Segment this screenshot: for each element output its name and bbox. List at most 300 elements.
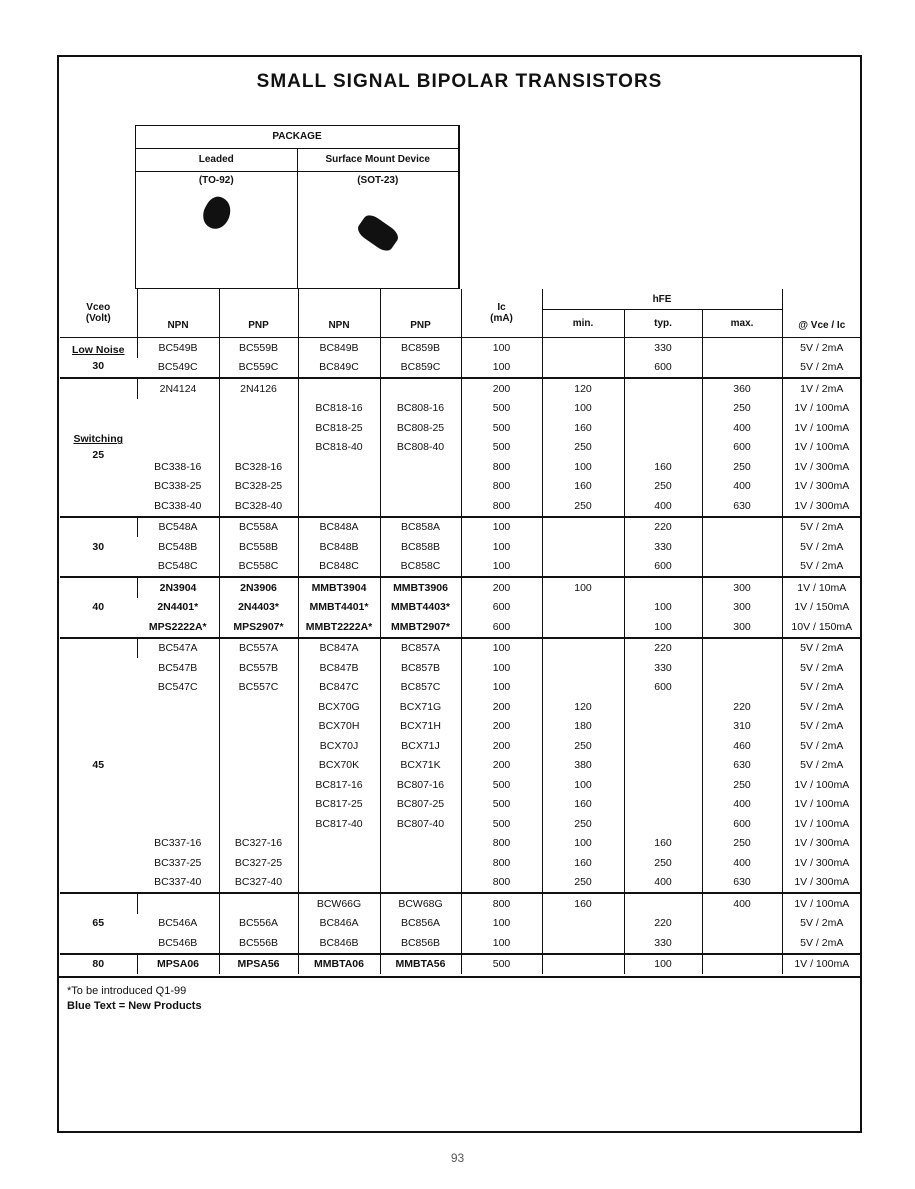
hfe-max-cell: 300 <box>702 598 782 618</box>
ic-cell: 500 <box>461 814 542 834</box>
ic-header: Ic (mA) <box>461 289 542 338</box>
ic-cell: 500 <box>461 438 542 458</box>
npn-leaded-header: NPN <box>137 289 219 338</box>
hfe-max-cell: 400 <box>702 477 782 497</box>
ic-cell: 800 <box>461 477 542 497</box>
ic-cell: 500 <box>461 775 542 795</box>
hfe-max-cell <box>702 954 782 975</box>
hfe-min-cell: 250 <box>542 496 624 517</box>
hfe-typ-cell: 250 <box>624 853 702 873</box>
npn-smd-cell: BC817-40 <box>298 814 380 834</box>
npn-smd-cell: MMBTA06 <box>298 954 380 975</box>
hfe-min-cell: 100 <box>542 775 624 795</box>
hfe-typ-cell: 220 <box>624 517 702 538</box>
footnote: *To be introduced Q1-99 <box>67 985 187 997</box>
hfe-max-cell: 300 <box>702 577 782 598</box>
condition-cell: 1V / 300mA <box>782 873 861 894</box>
condition-cell: 5V / 2mA <box>782 537 861 557</box>
hfe-max-cell <box>702 933 782 954</box>
hfe-typ-cell: 250 <box>624 477 702 497</box>
smd-case: (SOT-23) <box>357 175 399 186</box>
vceo-group-label <box>60 577 137 638</box>
npn-smd-cell: BC847C <box>298 678 380 698</box>
ic-cell: 200 <box>461 697 542 717</box>
ic-cell: 100 <box>461 358 542 379</box>
ic-cell: 100 <box>461 557 542 578</box>
pnp-leaded-cell: BC556A <box>219 914 298 934</box>
ic-cell: 200 <box>461 756 542 776</box>
pnp-leaded-cell: BC559C <box>219 358 298 379</box>
hfe-min-cell <box>542 914 624 934</box>
transistor-table <box>60 289 861 974</box>
npn-leaded-cell: MPSA06 <box>137 954 219 975</box>
npn-leaded-cell <box>137 438 219 458</box>
condition-cell: 5V / 2mA <box>782 678 861 698</box>
pnp-leaded-cell: BC328-25 <box>219 477 298 497</box>
npn-smd-cell: BCX70G <box>298 697 380 717</box>
npn-leaded-cell: BC546A <box>158 917 198 930</box>
table-row <box>60 933 861 954</box>
group-name: Low Noise <box>71 343 125 356</box>
table-row <box>60 338 861 358</box>
page-number: 93 <box>450 1151 465 1165</box>
ic-cell: 100 <box>461 517 542 538</box>
pnp-smd-cell: BC857B <box>380 658 461 678</box>
leaded-case: (TO-92) <box>198 175 234 186</box>
pnp-leaded-cell <box>219 418 298 438</box>
npn-smd-cell <box>298 873 380 894</box>
hfe-typ-cell: 400 <box>624 496 702 517</box>
npn-leaded-cell: MPS2222A* <box>148 620 207 633</box>
npn-leaded-cell <box>137 418 219 438</box>
npn-smd-cell: MMBT3904 <box>298 577 380 598</box>
condition-cell: 1V / 100mA <box>782 814 861 834</box>
ic-cell: 600 <box>461 598 542 618</box>
npn-leaded-cell <box>137 775 219 795</box>
pnp-smd-cell: BC807-25 <box>380 795 461 815</box>
pnp-smd-cell <box>380 457 461 477</box>
pnp-leaded-cell <box>219 438 298 458</box>
ic-cell: 200 <box>461 736 542 756</box>
npn-smd-cell <box>298 834 380 854</box>
hfe-min-cell: 160 <box>542 418 624 438</box>
pnp-smd-cell: BCW68G <box>380 893 461 914</box>
ic-cell: 500 <box>461 954 542 975</box>
npn-smd-cell: BC846A <box>298 914 380 934</box>
npn-leaded-cell: 2N4401* <box>157 601 199 614</box>
hfe-max-cell <box>702 678 782 698</box>
npn-leaded-cell: BC338-16 <box>154 460 202 473</box>
hfe-min-cell: 250 <box>542 438 624 458</box>
hfe-typ-cell <box>624 756 702 776</box>
pnp-smd-cell: BC808-40 <box>380 438 461 458</box>
hfe-min-cell: 160 <box>542 795 624 815</box>
hfe-max-header: max. <box>702 310 782 338</box>
npn-smd-cell <box>298 378 380 399</box>
condition-cell: 1V / 100mA <box>782 893 861 914</box>
condition-cell: 1V / 300mA <box>782 457 861 477</box>
hfe-typ-cell <box>624 399 702 419</box>
hfe-typ-cell <box>624 795 702 815</box>
pnp-leaded-cell: BC557B <box>219 658 298 678</box>
npn-smd-cell: BC848A <box>298 517 380 538</box>
npn-leaded-cell <box>137 756 219 776</box>
npn-smd-cell: BC848C <box>298 557 380 578</box>
hfe-typ-cell: 330 <box>624 658 702 678</box>
hfe-typ-cell: 330 <box>624 537 702 557</box>
hfe-max-cell: 400 <box>702 893 782 914</box>
ic-cell: 100 <box>461 658 542 678</box>
npn-smd-cell: BC818-16 <box>298 399 380 419</box>
group-voltage: 30 <box>92 359 105 372</box>
npn-leaded-cell <box>137 893 219 914</box>
npn-smd-cell <box>298 457 380 477</box>
npn-smd-cell: BC818-25 <box>298 418 380 438</box>
npn-leaded-cell: BC547C <box>157 681 198 694</box>
npn-smd-cell: BC848B <box>298 537 380 557</box>
hfe-typ-cell <box>624 697 702 717</box>
voltage-group <box>60 893 861 954</box>
table-row <box>60 418 861 438</box>
voltage-group <box>60 638 861 894</box>
pnp-leaded-cell <box>219 893 298 914</box>
hfe-typ-cell: 160 <box>624 834 702 854</box>
npn-smd-cell: BC849B <box>298 338 380 358</box>
hfe-min-cell: 250 <box>542 736 624 756</box>
table-row <box>60 954 861 975</box>
vceo-group-label <box>60 638 137 894</box>
hfe-typ-header: typ. <box>624 310 702 338</box>
npn-smd-cell: BC817-25 <box>298 795 380 815</box>
npn-leaded-cell: BC546B <box>158 936 198 949</box>
table-row <box>60 457 861 477</box>
condition-cell: 1V / 300mA <box>782 834 861 854</box>
table-row <box>60 914 861 934</box>
voltage-group <box>60 378 861 517</box>
hfe-max-cell: 300 <box>702 617 782 638</box>
condition-cell: 5V / 2mA <box>782 658 861 678</box>
pnp-leaded-header: PNP <box>219 289 298 338</box>
hfe-min-cell <box>542 557 624 578</box>
pnp-smd-cell: MMBT2907* <box>380 617 461 638</box>
pnp-smd-cell: BCX71K <box>380 756 461 776</box>
pnp-smd-cell: BC857A <box>380 638 461 659</box>
npn-smd-cell: BCX70J <box>298 736 380 756</box>
pnp-smd-cell: BC808-16 <box>380 399 461 419</box>
hfe-min-cell <box>542 617 624 638</box>
condition-cell: 1V / 100mA <box>782 399 861 419</box>
hfe-min-cell: 250 <box>542 814 624 834</box>
npn-smd-cell: BC817-16 <box>298 775 380 795</box>
pnp-smd-cell <box>380 378 461 399</box>
ic-cell: 500 <box>461 795 542 815</box>
pnp-leaded-cell <box>219 399 298 419</box>
pnp-leaded-cell <box>219 814 298 834</box>
npn-leaded-cell <box>137 717 219 737</box>
table-row <box>60 378 861 399</box>
npn-smd-cell: BC846B <box>298 933 380 954</box>
npn-smd-cell: BCW66G <box>298 893 380 914</box>
table-row <box>60 736 861 756</box>
hfe-typ-cell: 330 <box>624 338 702 358</box>
condition-cell: 1V / 300mA <box>782 496 861 517</box>
hfe-max-cell <box>702 638 782 659</box>
condition-cell: 1V / 300mA <box>782 853 861 873</box>
table-row <box>60 496 861 517</box>
pnp-smd-cell: BC857C <box>380 678 461 698</box>
condition-header: @ Vce / Ic <box>782 289 861 338</box>
package-header: PACKAGE <box>136 126 458 149</box>
condition-cell: 1V / 100mA <box>782 438 861 458</box>
table-row <box>60 658 861 678</box>
hfe-min-cell: 120 <box>542 378 624 399</box>
hfe-typ-cell: 220 <box>624 638 702 659</box>
vceo-group-label <box>60 954 137 975</box>
hfe-max-cell <box>702 537 782 557</box>
npn-leaded-cell: 2N4124 <box>137 378 219 399</box>
table-row <box>60 517 861 538</box>
ic-cell: 100 <box>461 537 542 557</box>
table-row <box>60 617 861 638</box>
hfe-max-cell: 400 <box>702 853 782 873</box>
ic-cell: 100 <box>461 338 542 358</box>
pnp-smd-cell: BC859B <box>380 338 461 358</box>
npn-leaded-cell <box>137 814 219 834</box>
ic-cell: 800 <box>461 834 542 854</box>
sot23-package-icon <box>354 212 401 255</box>
hfe-max-cell <box>702 557 782 578</box>
pnp-leaded-cell: 2N4403* <box>219 598 298 618</box>
table-row <box>60 577 861 598</box>
condition-cell: 1V / 150mA <box>782 598 861 618</box>
ic-cell: 100 <box>461 678 542 698</box>
pnp-smd-cell: BC859C <box>380 358 461 379</box>
npn-leaded-cell: BC337-16 <box>154 837 202 850</box>
pnp-smd-cell: BC856A <box>380 914 461 934</box>
leaded-label: Leaded <box>136 149 297 172</box>
condition-cell: 5V / 2mA <box>782 517 861 538</box>
npn-smd-cell <box>298 853 380 873</box>
table-row <box>60 853 861 873</box>
npn-leaded-cell: BC337-40 <box>154 876 202 889</box>
pnp-leaded-cell <box>219 795 298 815</box>
hfe-min-header: min. <box>542 310 624 338</box>
npn-smd-cell: MMBT2222A* <box>298 617 380 638</box>
condition-cell: 1V / 100mA <box>782 954 861 975</box>
condition-cell: 5V / 2mA <box>782 697 861 717</box>
condition-cell: 5V / 2mA <box>782 358 861 379</box>
hfe-max-cell <box>702 658 782 678</box>
hfe-typ-cell: 330 <box>624 933 702 954</box>
condition-cell: 1V / 100mA <box>782 775 861 795</box>
condition-cell: 5V / 2mA <box>782 933 861 954</box>
npn-smd-cell: BC847B <box>298 658 380 678</box>
npn-smd-cell: BCX70H <box>298 717 380 737</box>
notes <box>67 984 202 1014</box>
npn-leaded-cell: BC548B <box>158 540 198 553</box>
ic-cell: 800 <box>461 893 542 914</box>
pnp-leaded-cell: BC327-40 <box>219 873 298 894</box>
npn-leaded-cell: BC547A <box>137 638 219 659</box>
condition-cell: 5V / 2mA <box>782 736 861 756</box>
vceo-group-label <box>60 893 137 954</box>
npn-smd-cell <box>298 477 380 497</box>
table-row <box>60 873 861 894</box>
pnp-leaded-cell <box>219 717 298 737</box>
pnp-smd-cell: BC808-25 <box>380 418 461 438</box>
hfe-min-cell: 160 <box>542 853 624 873</box>
npn-leaded-cell: BC548A <box>137 517 219 538</box>
hfe-max-cell <box>702 338 782 358</box>
npn-leaded-cell: BC338-25 <box>154 480 202 493</box>
ic-cell: 100 <box>461 914 542 934</box>
voltage-group <box>60 338 861 379</box>
pnp-leaded-cell: BC559B <box>219 338 298 358</box>
group-voltage: 45 <box>92 759 105 772</box>
page-frame <box>57 55 862 1133</box>
condition-cell: 5V / 2mA <box>782 756 861 776</box>
pnp-leaded-cell <box>219 697 298 717</box>
pnp-smd-cell <box>380 477 461 497</box>
table-row <box>60 834 861 854</box>
condition-cell: 5V / 2mA <box>782 717 861 737</box>
ic-cell: 500 <box>461 399 542 419</box>
pnp-smd-cell: BCX71G <box>380 697 461 717</box>
npn-smd-cell: BC818-40 <box>298 438 380 458</box>
npn-smd-header: NPN <box>298 289 380 338</box>
condition-cell: 1V / 300mA <box>782 477 861 497</box>
hfe-min-cell: 120 <box>542 697 624 717</box>
pnp-smd-header: PNP <box>380 289 461 338</box>
pnp-leaded-cell <box>219 775 298 795</box>
condition-cell: 1V / 100mA <box>782 795 861 815</box>
pnp-leaded-cell <box>219 756 298 776</box>
hfe-typ-cell <box>624 736 702 756</box>
hfe-min-cell: 160 <box>542 477 624 497</box>
hfe-typ-cell: 100 <box>624 617 702 638</box>
pnp-smd-cell: MMBTA56 <box>380 954 461 975</box>
condition-cell: 5V / 2mA <box>782 557 861 578</box>
hfe-min-cell <box>542 678 624 698</box>
hfe-typ-cell: 160 <box>624 457 702 477</box>
to92-package-icon <box>198 193 237 234</box>
condition-cell: 5V / 2mA <box>782 338 861 358</box>
hfe-min-cell: 160 <box>542 893 624 914</box>
ic-cell: 200 <box>461 577 542 598</box>
table-row <box>60 795 861 815</box>
hfe-typ-cell <box>624 577 702 598</box>
pnp-smd-cell: BC858C <box>380 557 461 578</box>
group-name: Switching <box>73 433 124 446</box>
table-row <box>60 477 861 497</box>
pnp-smd-cell <box>380 873 461 894</box>
hfe-max-cell <box>702 517 782 538</box>
hfe-min-cell <box>542 338 624 358</box>
ic-cell: 100 <box>461 638 542 659</box>
pnp-leaded-cell: BC328-16 <box>219 457 298 477</box>
hfe-min-cell <box>542 933 624 954</box>
hfe-max-cell: 630 <box>702 873 782 894</box>
smd-label: Surface Mount Device <box>298 149 459 172</box>
pnp-leaded-cell: 2N4126 <box>219 378 298 399</box>
pnp-leaded-cell: 2N3906 <box>219 577 298 598</box>
hfe-min-cell: 100 <box>542 399 624 419</box>
hfe-typ-cell <box>624 717 702 737</box>
npn-leaded-cell: BC548C <box>157 560 198 573</box>
hfe-min-cell <box>542 658 624 678</box>
hfe-max-cell: 630 <box>702 496 782 517</box>
npn-leaded-cell <box>137 399 219 419</box>
table-row <box>60 775 861 795</box>
table-row <box>60 814 861 834</box>
hfe-min-cell <box>542 638 624 659</box>
pnp-smd-cell: BC858B <box>380 537 461 557</box>
hfe-typ-cell <box>624 775 702 795</box>
hfe-max-cell: 400 <box>702 418 782 438</box>
hfe-typ-cell: 400 <box>624 873 702 894</box>
hfe-max-cell <box>702 358 782 379</box>
pnp-smd-cell <box>380 853 461 873</box>
hfe-min-cell: 250 <box>542 873 624 894</box>
ic-cell: 200 <box>461 378 542 399</box>
vceo-group-label <box>60 338 137 379</box>
hfe-typ-cell: 100 <box>624 598 702 618</box>
npn-leaded-cell: BC549B <box>137 338 219 358</box>
hfe-min-cell: 100 <box>542 577 624 598</box>
table-row <box>60 717 861 737</box>
voltage-group <box>60 517 861 578</box>
hfe-typ-cell <box>624 378 702 399</box>
blue-text-note: Blue Text = New Products <box>67 1000 202 1012</box>
ic-cell: 800 <box>461 496 542 517</box>
npn-leaded-cell: BC547B <box>158 661 198 674</box>
hfe-typ-cell: 600 <box>624 678 702 698</box>
hfe-min-cell: 380 <box>542 756 624 776</box>
pnp-smd-cell: BC858A <box>380 517 461 538</box>
pnp-smd-cell <box>380 496 461 517</box>
group-voltage: 25 <box>92 449 105 462</box>
npn-smd-cell <box>298 496 380 517</box>
hfe-max-cell: 600 <box>702 438 782 458</box>
pnp-leaded-cell: BC558A <box>219 517 298 538</box>
table-row <box>60 537 861 557</box>
hfe-max-cell: 250 <box>702 834 782 854</box>
group-voltage: 40 <box>92 601 105 614</box>
pnp-leaded-cell: BC557A <box>219 638 298 659</box>
condition-cell: 5V / 2mA <box>782 914 861 934</box>
pnp-smd-cell: BC807-40 <box>380 814 461 834</box>
npn-leaded-cell <box>137 736 219 756</box>
group-voltage: 65 <box>92 917 105 930</box>
hfe-max-cell: 220 <box>702 697 782 717</box>
hfe-typ-cell <box>624 438 702 458</box>
hfe-max-cell: 600 <box>702 814 782 834</box>
table-row <box>60 598 861 618</box>
pnp-smd-cell <box>380 834 461 854</box>
table-bottom-rule <box>59 976 860 978</box>
group-voltage: 80 <box>92 958 105 971</box>
hfe-min-cell: 180 <box>542 717 624 737</box>
pnp-leaded-cell: MPS2907* <box>219 617 298 638</box>
hfe-typ-cell: 100 <box>624 954 702 975</box>
ic-cell: 800 <box>461 853 542 873</box>
package-box <box>135 125 460 289</box>
hfe-min-cell <box>542 954 624 975</box>
hfe-typ-cell: 220 <box>624 914 702 934</box>
hfe-typ-cell <box>624 418 702 438</box>
group-voltage: 30 <box>92 540 105 553</box>
hfe-max-cell: 250 <box>702 457 782 477</box>
